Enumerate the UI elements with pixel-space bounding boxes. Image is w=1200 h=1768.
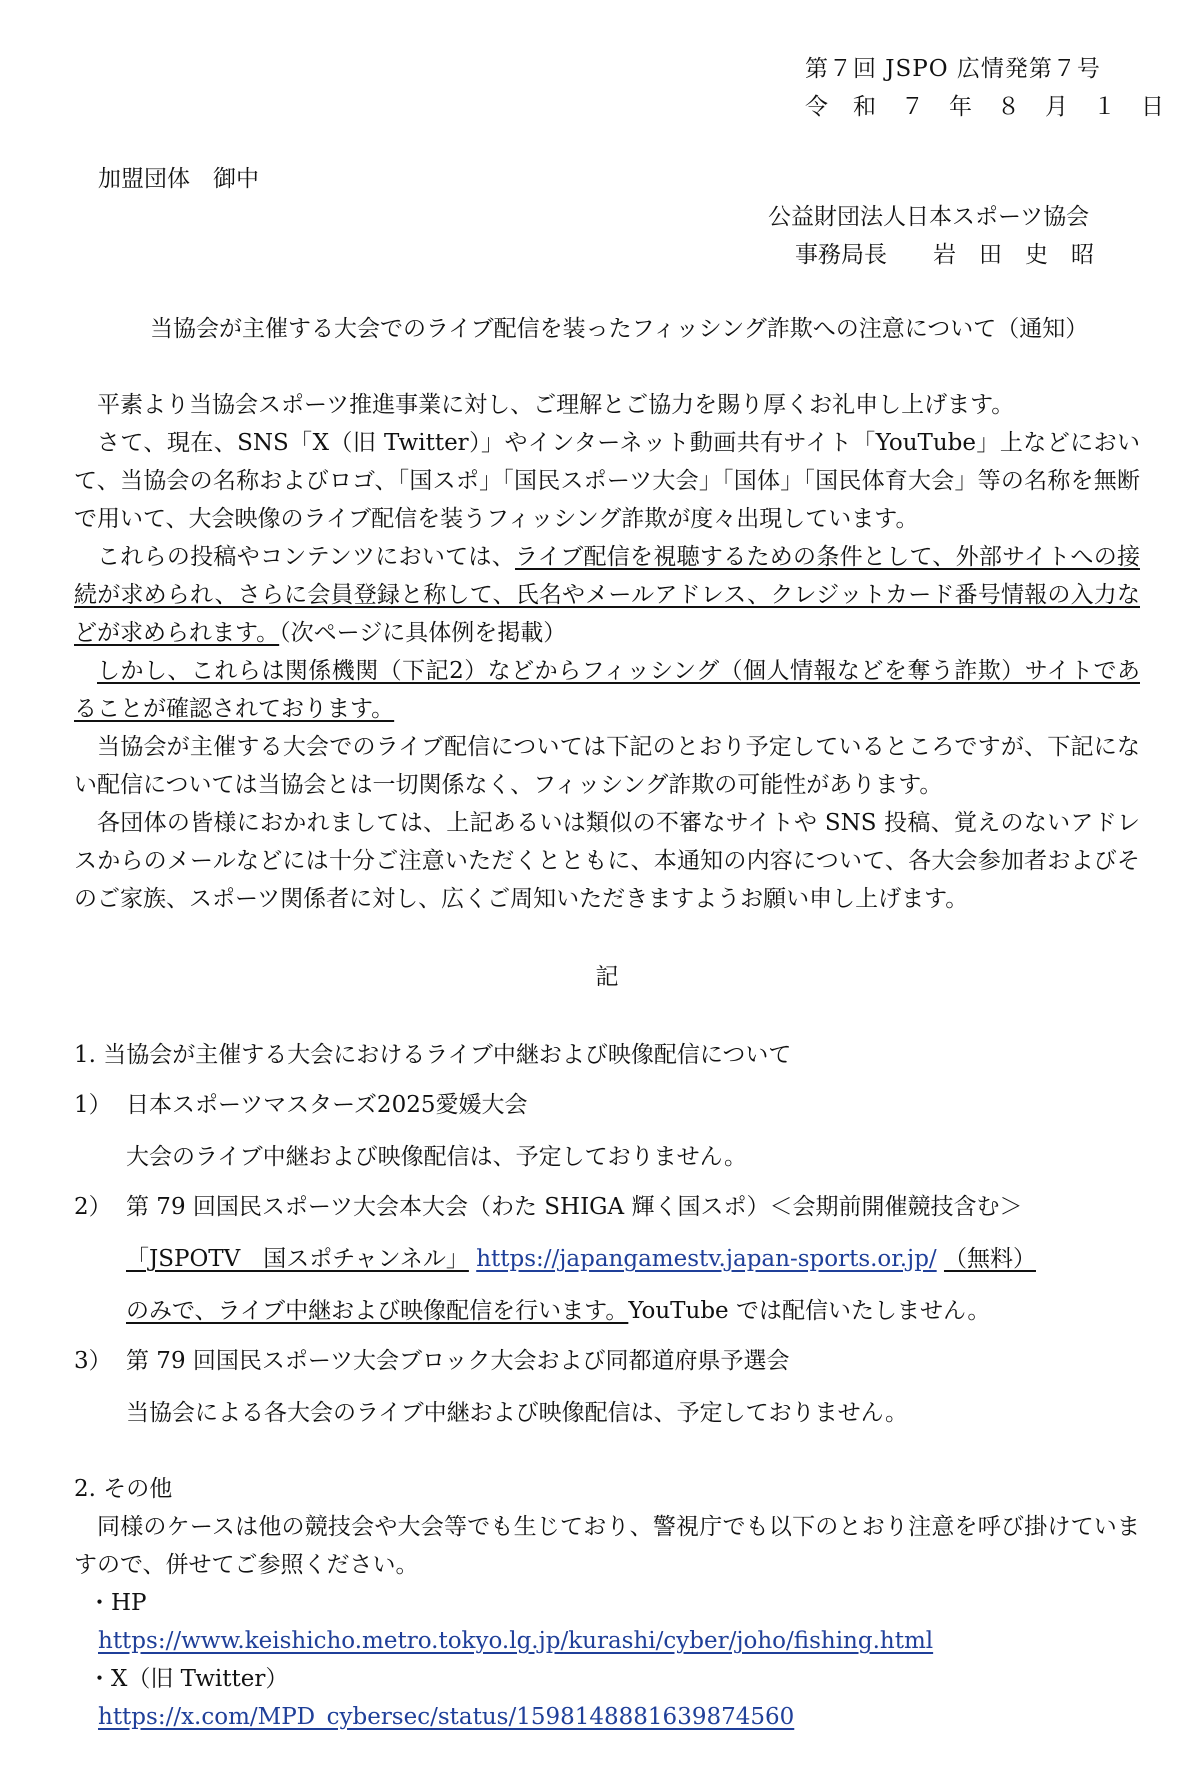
ki-heading: 記 [595, 964, 619, 990]
paragraph-conditions [74, 538, 1140, 652]
sender-organization: 公益財団法人日本スポーツ協会 [768, 204, 1090, 230]
paragraph-request: 各団体の皆様におかれましては、上記あるいは類似の不審なサイトや SNS 投稿、覚えのないアドレスからのメールなどには十分ご注意いただくとともに、本通知の内容について、各大会参加者およびそのご家族、スポーツ関係者に対し、広くご周知いただきますようお願い申し上げます。 [74, 810, 1140, 912]
section1-item-2 [74, 1188, 1140, 1226]
conditions-lead: これらの投稿やコンテンツにおいては、 [97, 544, 515, 570]
conditions-note: （次ページに具体例を掲載） [279, 620, 567, 646]
item-title: 第 79 回国民スポーツ大会ブロック大会および同都道府県予選会 [126, 1348, 790, 1374]
paragraph-situation: さて、現在、SNS「X（旧 Twitter）」やインターネット動画共有サイト「YouTube」上などにおいて、当協会の名称およびロゴ、「国スポ」「国民スポーツ大会」「国体」「国民体育大会」等の名称を無断で用いて、大会映像のライブ配信を装うフィッシング詐欺が度々出現しています。 [74, 430, 1140, 532]
item-number: 3） [74, 1348, 112, 1374]
document-subject: 当協会が主催する大会でのライブ配信を装ったフィッシング詐欺への注意について（通知） [150, 316, 1089, 342]
document-date: 令 和 ７ 年 ８ 月 １ 日 [805, 94, 1165, 120]
channel-note-underlined: のみで、ライブ中継および映像配信を行います。 [126, 1298, 629, 1324]
ref-link-hp[interactable]: https://www.keishicho.metro.tokyo.lg.jp/kurashi/cyber/joho/fishing.html [98, 1628, 934, 1654]
sender-title-name: 事務局長 岩 田 史 昭 [795, 242, 1094, 268]
channel-line [126, 1240, 1140, 1278]
ref-label-x: ・X（旧 Twitter） [88, 1666, 289, 1692]
document-body [74, 386, 1140, 1736]
paragraph-confirmation [74, 652, 1140, 728]
item-title: 第 79 回国民スポーツ大会本大会（わた SHIGA 輝く国スポ）＜会期前開催競技含む＞ [126, 1194, 1023, 1220]
section1-item-3 [74, 1342, 1140, 1380]
ref-link-x[interactable]: https://x.com/MPD_cybersec/status/1598148881639874560 [98, 1704, 795, 1730]
section2-text: 同様のケースは他の競技会や大会等でも生じており、警視庁でも以下のとおり注意を呼び掛けていますので、併せてご参照ください。 [74, 1514, 1140, 1578]
section1-item-1 [74, 1086, 1140, 1124]
channel-note-rest: YouTube では配信いたしません。 [628, 1298, 991, 1324]
channel-note [126, 1292, 1140, 1330]
channel-name: 「JSPOTV 国スポチャンネル」 [126, 1246, 469, 1272]
item-text: 当協会による各大会のライブ中継および映像配信は、予定しておりません。 [126, 1400, 908, 1426]
recipient: 加盟団体 御中 [98, 166, 259, 192]
paragraph-official-streams: 当協会が主催する大会でのライブ配信については下記のとおり予定しているところですが、下記にない配信については当協会とは一切関係なく、フィッシング詐欺の可能性があります。 [74, 734, 1140, 798]
ref-label-hp: ・HP [88, 1590, 147, 1616]
document-number: 第７回 JSPO 広情発第７号 [805, 56, 1101, 82]
paragraph-greeting: 平素より当協会スポーツ推進事業に対し、ご理解とご協力を賜り厚くお礼申し上げます。 [97, 392, 1015, 418]
item-title: 日本スポーツマスターズ2025愛媛大会 [126, 1092, 528, 1118]
item-number: 2） [74, 1194, 112, 1220]
confirmation-underlined: しかし、これらは関係機関（下記2）などからフィッシング（個人情報などを奪う詐欺）サイトであることが確認されております。 [74, 658, 1140, 722]
conditions-underlined: ライブ配信を視聴するための条件として、外部サイトへの接続が求められ、さらに会員登録と称して、氏名やメールアドレス、クレジットカード番号情報の入力などが求められます。 [74, 544, 1140, 646]
section2-title: 2. その他 [74, 1476, 173, 1502]
section1-title: 1. 当協会が主催する大会におけるライブ中継および映像配信について [74, 1042, 792, 1068]
channel-link[interactable]: https://japangamestv.japan-sports.or.jp/ [476, 1246, 937, 1272]
item-number: 1） [74, 1092, 112, 1118]
item-text: 大会のライブ中継および映像配信は、予定しておりません。 [126, 1144, 747, 1170]
channel-fee: （無料） [943, 1246, 1036, 1272]
